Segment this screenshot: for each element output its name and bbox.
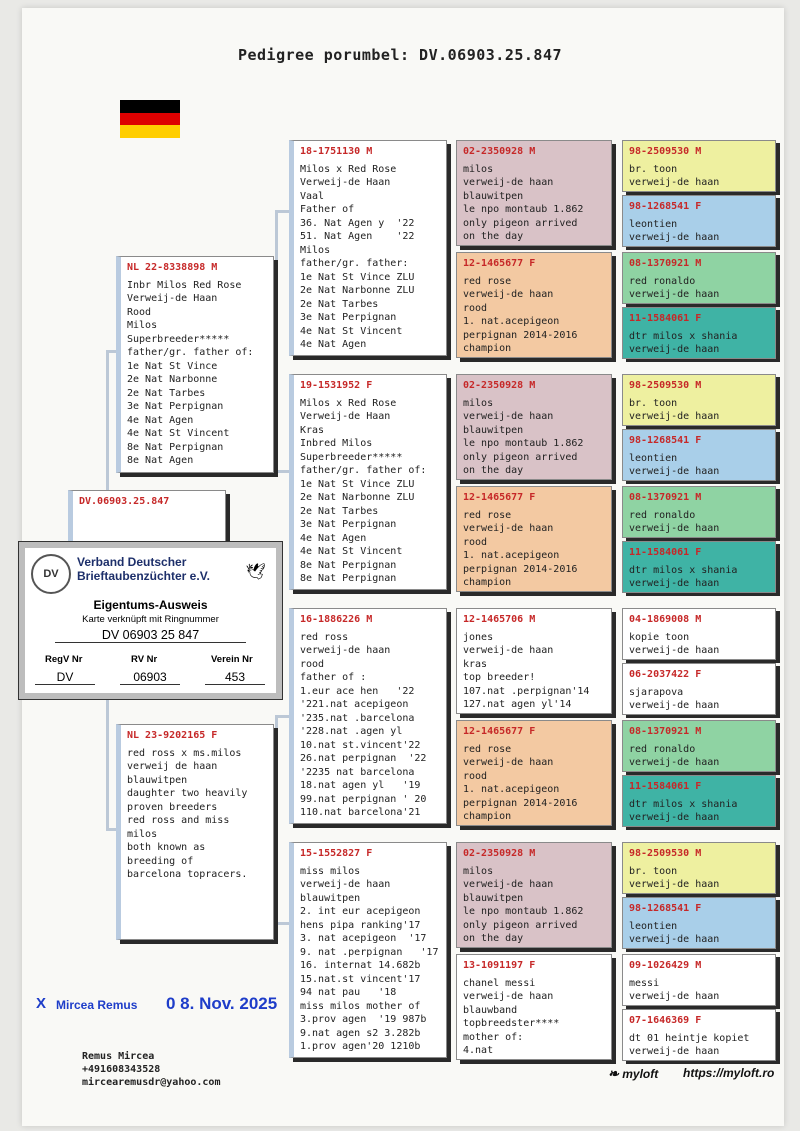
- brand-name: myloft: [622, 1067, 659, 1081]
- pedigree-text-line: daughter two heavily: [127, 788, 248, 799]
- pedigree-text-line: verweij-de haan: [463, 523, 554, 534]
- pedigree-text-line: 2e Nat Tarbes: [300, 298, 379, 310]
- pedigree-text-line: Verweij-de Haan: [300, 411, 391, 422]
- ancestor-gen5-box: [622, 429, 776, 481]
- ancestor-gen5-lines: [629, 686, 769, 713]
- sire-sire-lines: [300, 163, 440, 352]
- pedigree-text-line: red ross and miss: [127, 815, 230, 826]
- pigeon-ring: DV.06903.25.847: [79, 496, 170, 507]
- pedigree-text-line: le npo montaub 1.862: [463, 438, 584, 449]
- pedigree-text-line: verweij-de haan: [629, 812, 720, 823]
- stamp-mark: X: [36, 995, 47, 1012]
- pedigree-text-line: 3.prov agen '19 987b: [300, 1014, 427, 1025]
- pedigree-text-line: 8e Nat Perpignan: [127, 441, 224, 453]
- pedigree-text-line: verweij-de haan: [629, 466, 720, 477]
- pedigree-text-line: verweij-de haan: [629, 411, 720, 422]
- dam-sire-ring: 16-1886226 M: [300, 614, 373, 625]
- pedigree-text-line: 9.nat agen s2 3.282b: [300, 1027, 421, 1039]
- card-ring-number: DV 06903 25 847: [55, 628, 246, 643]
- sire-dam-box: [289, 374, 447, 590]
- ancestor-gen5-lines: [629, 330, 769, 357]
- pedigree-text-line: 4e Nat Agen: [300, 532, 367, 544]
- card-subtitle: Karte verknüpft mit Ringnummer: [82, 614, 219, 625]
- myloft-logo: [608, 1066, 658, 1082]
- owner-phone: +4916083435​28: [82, 1064, 161, 1075]
- ancestor-gen5-lines: [629, 218, 769, 245]
- pedigree-text-line: leontien: [629, 452, 678, 464]
- pedigree-text-line: 4e Nat St Vincent: [300, 546, 403, 557]
- pedigree-text-line: father of :: [300, 672, 367, 683]
- pedigree-text-line: blauwitpen: [463, 424, 524, 436]
- pedigree-text-line: red rose: [463, 509, 512, 521]
- flag-stripe-black: [120, 100, 180, 113]
- federation-seal-icon: DV: [31, 554, 71, 594]
- pedigree-text-line: verweij-de haan: [463, 991, 554, 1002]
- pedigree-text-line: red ross x ms.milos: [127, 747, 242, 759]
- card-org-line: Brieftaubenzüchter e.V.: [77, 569, 210, 583]
- pedigree-text-line: blauwitpen: [463, 190, 524, 202]
- great-grandparent-ring: 02-2350928 M: [463, 146, 536, 157]
- pedigree-text-line: rood: [463, 770, 488, 782]
- ancestor-gen5-box: [622, 897, 776, 949]
- pedigree-text-line: '235.nat .barcelona: [300, 712, 415, 724]
- pedigree-text-line: le npo montaub 1.862: [463, 906, 584, 917]
- pedigree-text-line: verweij-de haan: [629, 991, 720, 1002]
- pedigree-text-line: '228.nat .agen yl: [300, 726, 403, 737]
- ancestor-gen5-lines: [629, 564, 769, 591]
- sire-box: [116, 256, 274, 473]
- ancestor-gen5-ring: 11-1584061 F: [629, 781, 702, 792]
- pedigree-text-line: red ronaldo: [629, 275, 696, 287]
- ancestor-gen5-lines: [629, 743, 769, 770]
- pedigree-text-line: blauwband: [463, 1004, 518, 1016]
- ancestor-gen5-lines: [629, 452, 769, 479]
- pedigree-text-line: br. toon: [629, 163, 678, 175]
- connector-line: [275, 210, 278, 472]
- pedigree-text-line: verweij-de haan: [300, 645, 391, 656]
- pedigree-text-line: 4.nat: [463, 1045, 494, 1056]
- great-grandparent-box: [456, 374, 612, 480]
- pedigree-text-line: red rose: [463, 275, 512, 287]
- pedigree-text-line: messi: [629, 977, 660, 989]
- pedigree-text-line: red ronaldo: [629, 509, 696, 521]
- page-title: Pedigree porumbel: DV.06903.25.847: [237, 46, 563, 64]
- pedigree-text-line: 4e Nat Agen: [300, 339, 367, 350]
- pedigree-text-line: Milos: [300, 244, 331, 256]
- pedigree-text-line: only pigeon arrived: [463, 217, 578, 229]
- pedigree-text-line: 2e Nat Tarbes: [300, 505, 379, 517]
- pedigree-text-line: 2. int eur acepigeon: [300, 906, 421, 917]
- ancestor-gen5-ring: 08-1370921 M: [629, 726, 702, 737]
- pedigree-text-line: kopie toon: [629, 631, 690, 643]
- dam-ring: NL 23-9202165 F: [127, 730, 218, 741]
- pedigree-text-line: 36. Nat Agen y '22: [300, 217, 415, 229]
- connector-line: [275, 922, 289, 925]
- pedigree-text-line: verweij-de haan: [463, 645, 554, 656]
- pedigree-text-line: 2e Nat Narbonne ZLU: [300, 492, 415, 503]
- pedigree-text-line: perpignan 2014-2016: [463, 563, 578, 575]
- pedigree-text-line: verweij-de haan: [629, 757, 720, 768]
- sire-dam-lines: [300, 397, 440, 586]
- ancestor-gen5-box: [622, 1009, 776, 1061]
- pedigree-text-line: verweij-de haan: [629, 232, 720, 243]
- pedigree-text-line: blauwitpen: [127, 774, 188, 786]
- owner-name: Remus Mircea: [82, 1051, 155, 1062]
- ancestor-gen5-lines: [629, 509, 769, 536]
- ancestor-gen5-box: [622, 374, 776, 426]
- pedigree-text-line: verweij-de haan: [629, 523, 720, 534]
- dam-sire-box: [289, 608, 447, 824]
- ancestor-gen5-ring: 98-2509530 M: [629, 380, 702, 391]
- ancestor-gen5-lines: [629, 865, 769, 892]
- pedigree-text-line: milos: [463, 865, 494, 877]
- pedigree-text-line: blauwitpen: [300, 892, 361, 904]
- pedigree-text-line: verweij-de haan: [629, 578, 720, 589]
- great-grandparent-box: [456, 954, 612, 1060]
- sire-sire-ring: 18-1751130 M: [300, 146, 373, 157]
- pedigree-text-line: verweij-de haan: [463, 177, 554, 188]
- great-grandparent-box: [456, 842, 612, 948]
- great-grandparent-ring: 12-1465677 F: [463, 726, 536, 737]
- pedigree-text-line: verweij-de haan: [463, 411, 554, 422]
- pedigree-text-line: jones: [463, 631, 494, 643]
- dam-lines: [127, 747, 267, 882]
- pedigree-text-line: verweij-de haan: [629, 177, 720, 188]
- card-org-line: Verband Deutscher: [77, 555, 187, 569]
- pedigree-text-line: milos: [127, 828, 158, 840]
- stamp-date: 0 8. Nov. 2025: [166, 994, 278, 1013]
- ancestor-gen5-lines: [629, 1032, 769, 1059]
- pedigree-text-line: 99.nat perpignan ' 20: [300, 793, 427, 805]
- card-value-regv: DV: [35, 670, 95, 685]
- pedigree-text-line: 1. nat.acepigeon: [463, 550, 560, 561]
- flag-stripe-gold: [120, 125, 180, 138]
- great-grandparent-lines: [463, 275, 605, 356]
- dam-box: [116, 724, 274, 940]
- great-grandparent-lines: [463, 743, 605, 824]
- flag-stripe-red: [120, 113, 180, 126]
- ancestor-gen5-ring: 98-1268541 F: [629, 903, 702, 914]
- pedigree-text-line: proven breeders: [127, 801, 218, 813]
- ancestor-gen5-ring: 98-1268541 F: [629, 435, 702, 446]
- pedigree-text-line: blauwitpen: [463, 892, 524, 904]
- pedigree-text-line: champion: [463, 577, 512, 588]
- ancestor-gen5-ring: 09-1026429 M: [629, 960, 702, 971]
- pedigree-text-line: milos: [463, 163, 494, 175]
- ancestor-gen5-ring: 11-1584061 F: [629, 547, 702, 558]
- great-grandparent-ring: 13-1091197 F: [463, 960, 536, 971]
- pedigree-text-line: 8e Nat Agen: [127, 455, 194, 466]
- pedigree-text-line: 94 nat pau '18: [300, 987, 397, 998]
- pedigree-text-line: sjarapova: [629, 686, 684, 698]
- pigeon-icon: 🕊: [245, 564, 266, 581]
- pedigree-text-line: miss milos: [300, 865, 361, 877]
- ownership-card: [18, 541, 283, 700]
- pedigree-text-line: Rood: [127, 306, 152, 318]
- pedigree-text-line: verweij-de haan: [629, 700, 720, 711]
- pedigree-text-line: 2e Nat Narbonne: [127, 374, 218, 385]
- pedigree-text-line: 26.nat perpignan '22: [300, 753, 427, 764]
- pedigree-text-line: milos: [463, 397, 494, 409]
- card-title: Eigentums-Ausweis: [93, 598, 208, 612]
- pedigree-text-line: verweij-de haan: [629, 879, 720, 890]
- connector-line: [275, 210, 289, 213]
- pedigree-text-line: 2e Nat Tarbes: [127, 387, 206, 399]
- pedigree-text-line: 1. nat.acepigeon: [463, 784, 560, 795]
- great-grandparent-lines: [463, 631, 605, 712]
- pedigree-text-line: rood: [300, 658, 325, 670]
- pedigree-text-line: leontien: [629, 218, 678, 230]
- ancestor-gen5-ring: 08-1370921 M: [629, 258, 702, 269]
- sire-lines: [127, 279, 267, 468]
- pedigree-text-line: verweij-de haan: [629, 1046, 720, 1057]
- sire-ring: NL 22-8338898 M: [127, 262, 218, 273]
- dam-sire-lines: [300, 631, 440, 820]
- ancestor-gen5-ring: 04-1869008 M: [629, 614, 702, 625]
- great-grandparent-box: [456, 140, 612, 246]
- pedigree-text-line: le npo montaub 1.862: [463, 204, 584, 215]
- ancestor-gen5-ring: 98-2509530 M: [629, 146, 702, 157]
- ancestor-gen5-lines: [629, 631, 769, 658]
- pedigree-text-line: Verweij-de Haan: [300, 177, 391, 188]
- ancestor-gen5-lines: [629, 920, 769, 947]
- ancestor-gen5-lines: [629, 798, 769, 825]
- great-grandparent-lines: [463, 163, 605, 244]
- pedigree-text-line: 15.nat.st vincent'17: [300, 973, 421, 985]
- pedigree-text-line: 107.nat .perpignan'14: [463, 685, 590, 697]
- ancestor-gen5-lines: [629, 275, 769, 302]
- pedigree-text-line: Superbreeder*****: [300, 451, 403, 463]
- pedigree-text-line: verweij-de haan: [300, 879, 391, 890]
- ancestor-gen5-ring: 11-1584061 F: [629, 313, 702, 324]
- pedigree-text-line: 3e Nat Perpignan: [300, 519, 397, 530]
- ancestor-gen5-ring: 08-1370921 M: [629, 492, 702, 503]
- pedigree-text-line: father/gr. father:: [300, 258, 409, 269]
- pedigree-text-line: Vaal: [300, 190, 325, 202]
- pedigree-text-line: miss milos mother of: [300, 1000, 421, 1012]
- pedigree-text-line: red rose: [463, 743, 512, 755]
- pedigree-text-line: red ronaldo: [629, 743, 696, 755]
- germany-flag: [120, 100, 180, 138]
- website-link[interactable]: https://myloft.ro: [683, 1066, 775, 1080]
- pedigree-text-line: 3e Nat Perpignan: [300, 312, 397, 323]
- pedigree-text-line: Inbr Milos Red Rose: [127, 279, 242, 291]
- dam-dam-ring: 15-1552827 F: [300, 848, 373, 859]
- ancestor-gen5-box: [622, 252, 776, 304]
- ancestor-gen5-ring: 98-2509530 M: [629, 848, 702, 859]
- pedigree-text-line: Verweij-de Haan: [127, 293, 218, 304]
- pedigree-text-line: barcelona topracers.: [127, 869, 248, 880]
- great-grandparent-ring: 12-1465677 F: [463, 492, 536, 503]
- card-value-verein: 453: [205, 670, 265, 685]
- connector-line: [275, 715, 289, 718]
- pedigree-text-line: dtr milos x shania: [629, 798, 738, 810]
- pedigree-text-line: top breeder!: [463, 672, 536, 683]
- pedigree-text-line: Milos: [127, 320, 158, 331]
- owner-contact: [82, 1050, 220, 1089]
- great-grandparent-lines: [463, 977, 605, 1058]
- myloft-logo-icon: ❧: [608, 1066, 619, 1081]
- pedigree-text-line: perpignan 2014-2016: [463, 797, 578, 809]
- pedigree-text-line: verweij-de haan: [629, 289, 720, 300]
- pedigree-text-line: champion: [463, 343, 512, 354]
- pedigree-text-line: hens pipa ranking'17: [300, 919, 421, 931]
- ancestor-gen5-box: [622, 486, 776, 538]
- pedigree-text-line: kras: [463, 658, 488, 670]
- pedigree-text-line: chanel messi: [463, 977, 536, 989]
- pedigree-text-line: dtr milos x shania: [629, 564, 738, 576]
- ancestor-gen5-box: [622, 307, 776, 359]
- stamp-name: Mircea Remus: [56, 998, 138, 1012]
- great-grandparent-box: [456, 608, 612, 714]
- dam-dam-box: [289, 842, 447, 1058]
- great-grandparent-ring: 12-1465706 M: [463, 614, 536, 625]
- card-header-rv: RV Nr: [131, 654, 158, 665]
- great-grandparent-ring: 12-1465677 F: [463, 258, 536, 269]
- connector-line: [275, 715, 278, 925]
- ancestor-gen5-ring: 98-1268541 F: [629, 201, 702, 212]
- pedigree-text-line: rood: [463, 302, 488, 314]
- pedigree-text-line: on the day: [463, 933, 524, 944]
- pedigree-text-line: verweij-de haan: [463, 757, 554, 768]
- ancestor-gen5-box: [622, 541, 776, 593]
- ancestor-gen5-box: [622, 195, 776, 247]
- pedigree-text-line: 4e Nat St Vincent: [300, 325, 403, 337]
- pedigree-text-line: 2e Nat Narbonne ZLU: [300, 285, 415, 296]
- pedigree-text-line: 8e Nat Perpignan: [300, 559, 397, 571]
- pedigree-text-line: br. toon: [629, 865, 678, 877]
- owner-email[interactable]: mircearemusdr@yahoo.com: [82, 1077, 221, 1088]
- pedigree-text-line: both known as: [127, 842, 206, 853]
- ancestor-gen5-lines: [629, 397, 769, 424]
- ancestor-gen5-box: [622, 842, 776, 894]
- pedigree-text-line: Inbred Milos: [300, 438, 373, 449]
- pedigree-text-line: Milos x Red Rose: [300, 163, 397, 175]
- pedigree-text-line: 110.nat barcelona'21: [300, 807, 421, 818]
- pedigree-text-line: topbreedster****: [463, 1018, 560, 1029]
- pedigree-text-line: 1e Nat St Vince ZLU: [300, 271, 415, 283]
- pedigree-text-line: 1.prov agen'20 1210b: [300, 1041, 421, 1052]
- pedigree-text-line: 1e Nat St Vince ZLU: [300, 478, 415, 490]
- pedigree-text-line: dtr milos x shania: [629, 330, 738, 342]
- sire-dam-ring: 19-1531952 F: [300, 380, 373, 391]
- ancestor-gen5-lines: [629, 977, 769, 1004]
- pedigree-text-line: '2235 nat barcelona: [300, 766, 415, 778]
- sire-sire-box: [289, 140, 447, 356]
- pedigree-text-line: Superbreeder*****: [127, 333, 230, 345]
- pedigree-text-line: father/gr. father of:: [127, 347, 254, 358]
- pedigree-text-line: Kras: [300, 424, 325, 436]
- ancestor-gen5-box: [622, 608, 776, 660]
- card-value-rv: 06903: [120, 670, 180, 685]
- pedigree-text-line: br. toon: [629, 397, 678, 409]
- pedigree-text-line: verweij-de haan: [463, 289, 554, 300]
- ancestor-gen5-box: [622, 775, 776, 827]
- pedigree-text-line: breeding of: [127, 855, 194, 867]
- pedigree-text-line: on the day: [463, 231, 524, 242]
- pedigree-text-line: '221.nat acepigeon: [300, 699, 409, 710]
- card-header-regv: RegV Nr: [45, 654, 83, 665]
- card-header-verein: Verein Nr: [211, 654, 253, 665]
- ancestor-gen5-box: [622, 140, 776, 192]
- great-grandparent-box: [456, 252, 612, 358]
- ancestor-gen5-box: [622, 663, 776, 715]
- pedigree-text-line: dt 01 heintje kopiet: [629, 1032, 750, 1044]
- great-grandparent-box: [456, 720, 612, 826]
- great-grandparent-ring: 02-2350928 M: [463, 848, 536, 859]
- pedigree-text-line: only pigeon arrived: [463, 919, 578, 931]
- pedigree-text-line: 16. internat 14.682b: [300, 960, 421, 971]
- dam-dam-lines: [300, 865, 440, 1054]
- pedigree-text-line: verweij de haan: [127, 761, 218, 772]
- great-grandparent-lines: [463, 397, 605, 478]
- pedigree-text-line: 4e Nat St Vincent: [127, 428, 230, 439]
- pedigree-text-line: verweij-de haan: [629, 645, 720, 656]
- great-grandparent-lines: [463, 865, 605, 946]
- pedigree-text-line: 51. Nat Agen '22: [300, 231, 415, 242]
- ancestor-gen5-box: [622, 954, 776, 1006]
- pedigree-text-line: 10.nat st.vincent'22: [300, 739, 421, 751]
- pedigree-text-line: champion: [463, 811, 512, 822]
- pedigree-text-line: 1. nat.acepigeon: [463, 316, 560, 327]
- pedigree-text-line: 127.nat agen yl'14: [463, 699, 572, 710]
- card-organisation: [77, 555, 210, 583]
- pedigree-text-line: only pigeon arrived: [463, 451, 578, 463]
- pedigree-text-line: 8e Nat Perpignan: [300, 573, 397, 584]
- great-grandparent-lines: [463, 509, 605, 590]
- ancestor-gen5-ring: 07-1646369 F: [629, 1015, 702, 1026]
- pedigree-text-line: rood: [463, 536, 488, 548]
- pedigree-text-line: verweij-de haan: [463, 879, 554, 890]
- pedigree-text-line: Father of: [300, 204, 355, 215]
- pedigree-text-line: 9. nat .perpignan '17: [300, 946, 439, 958]
- pedigree-text-line: verweij-de haan: [629, 344, 720, 355]
- pedigree-text-line: perpignan 2014-2016: [463, 329, 578, 341]
- pedigree-text-line: leontien: [629, 920, 678, 932]
- ancestor-gen5-lines: [629, 163, 769, 190]
- connector-line: [275, 470, 289, 473]
- great-grandparent-ring: 02-2350928 M: [463, 380, 536, 391]
- pedigree-text-line: 3. nat acepigeon '17: [300, 933, 427, 944]
- pedigree-text-line: mother of:: [463, 1031, 524, 1043]
- pedigree-text-line: 18.nat agen yl '19: [300, 780, 421, 791]
- pedigree-text-line: on the day: [463, 465, 524, 476]
- pedigree-text-line: 1.eur ace hen '22: [300, 685, 415, 697]
- pedigree-text-line: 3e Nat Perpignan: [127, 401, 224, 412]
- pedigree-text-line: verweij-de haan: [629, 934, 720, 945]
- pedigree-text-line: father/gr. father of:: [300, 465, 427, 476]
- pedigree-text-line: Milos x Red Rose: [300, 397, 397, 409]
- pedigree-text-line: 1e Nat St Vince: [127, 360, 218, 372]
- pedigree-text-line: 4e Nat Agen: [127, 414, 194, 426]
- card-body: [25, 548, 276, 693]
- pedigree-text-line: red ross: [300, 631, 349, 643]
- ancestor-gen5-ring: 06-2037422 F: [629, 669, 702, 680]
- ancestor-gen5-box: [622, 720, 776, 772]
- great-grandparent-box: [456, 486, 612, 592]
